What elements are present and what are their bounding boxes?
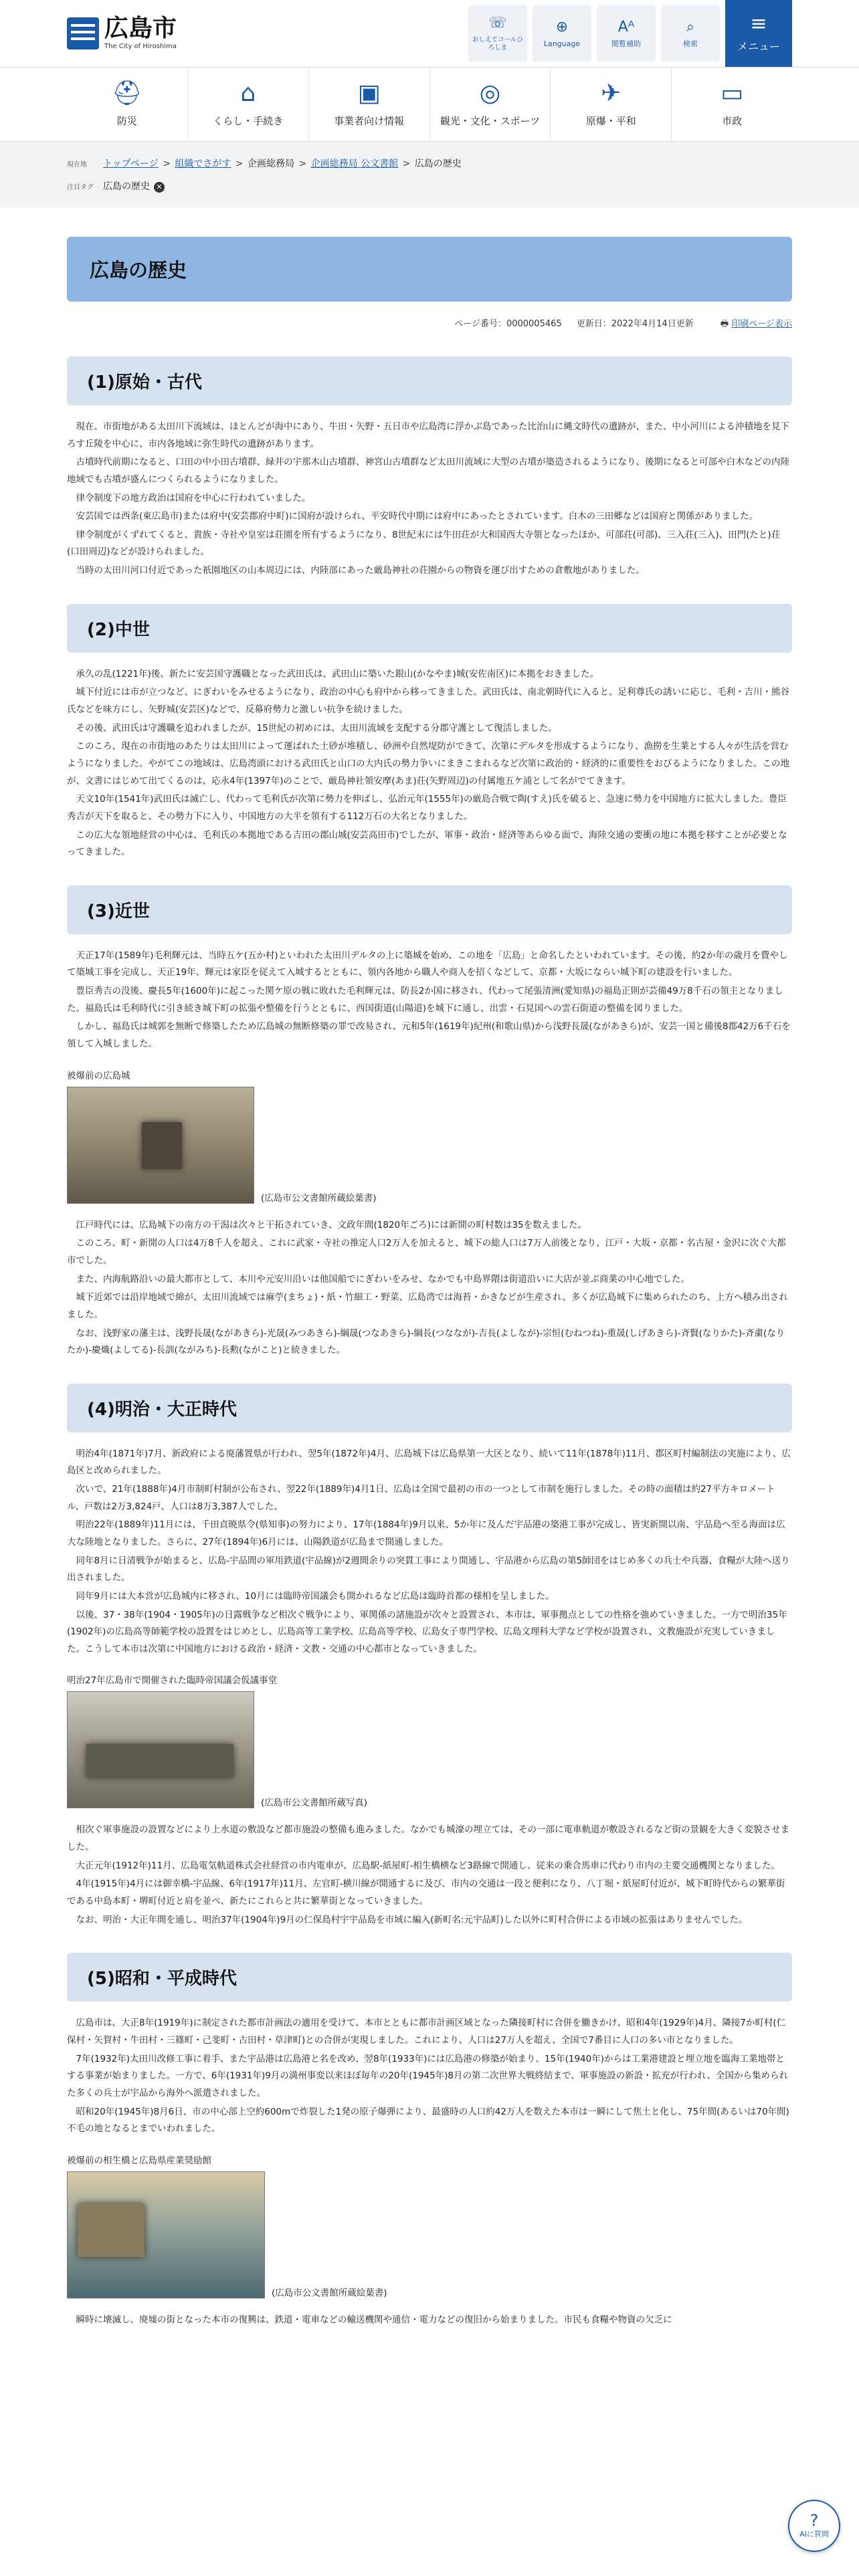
paragraph: 瞬時に壊滅し、廃墟の街となった本市の復興は、鉄道・電車などの輸送機関や通信・電力などの復旧から始まりました。市民も食糧や物資の欠乏に bbox=[76, 2314, 672, 2325]
search-label: 検索 bbox=[683, 39, 698, 49]
disaster-prevention-icon: ⛑ bbox=[112, 79, 142, 107]
ai-question-button[interactable] bbox=[788, 2500, 840, 2552]
paragraph: なお、明治・大正年間を通し、明治37年(1904年)9月の仁保島村宇宇品島を市域に編入(新町名:元宇品町)した以外に町村合併による市域の拡張はありませんでした。 bbox=[76, 1914, 748, 1925]
section-heading: (1)原始・古代 bbox=[67, 356, 792, 405]
main-content bbox=[0, 237, 859, 2329]
paragraph: 大正元年(1912年)11月、広島電気軌道株式会社経営の市内電車が、広島駅-紙屋町-相生橋横など3路線で開通し、従来の乗合馬車に代わり市内の主要交通機関となりました。 bbox=[76, 1860, 780, 1871]
nav-item-bousai[interactable] bbox=[67, 68, 188, 141]
nav-item-shisei[interactable] bbox=[672, 68, 792, 141]
paragraph: 明治22年(1889年)11月には、千田貞暁県令(県知事)の努力により、17年(1884年)9月以来、5か年に及んだ宇品港の築港工事が完成し、皆実新開以南、宇品島へ至る海面は広大な陸地となりました。さらに、27年(1894年)6月には、山陽鉄道が広島まで開通しました。 bbox=[67, 1519, 785, 1547]
paragraph: 現在、市街地がある太田川下流域は、ほとんどが海中にあり、牛田・矢野・五日市や広島湾に浮かぶ島であった比治山に縄文時代の遺跡が、また、中小河川による沖積地を見下ろす丘陵を中心に、市内各地域に弥生時代の遺跡があります。 bbox=[67, 421, 789, 449]
site-logo[interactable] bbox=[67, 17, 177, 50]
paragraph: この広大な領地経営の中心は、毛利氏の本拠地である吉田の郡山城(安芸高田市)でしたが、軍事・政治・経済等あらゆる面で、海陸交通の要衝の地に本拠を移すことが必要となってきました。 bbox=[67, 829, 787, 858]
paragraph: このころ、町・新開の人口は4万8千人を超え、これに武家・寺社の推定人口2万人を加えると、城下の総人口は7万人前後となり、江戸・大坂・京都・名古屋・金沢に次ぐ大都市でした。 bbox=[67, 1238, 786, 1266]
paragraph: 江戸時代には、広島城下の南方の干潟は次々と干拓されていき、文政年間(1820年ごろ)には新開の町村数は35を数えました。 bbox=[76, 1219, 587, 1230]
tag-text: 広島の歴史 bbox=[103, 181, 150, 192]
logo-mark-icon bbox=[67, 17, 99, 49]
phone-icon: ☏ bbox=[488, 15, 507, 32]
updated-date: 更新日：2022年4月14日更新 bbox=[576, 319, 694, 329]
page-meta bbox=[67, 316, 792, 332]
breadcrumb-link-archives[interactable]: 企画総務局 公文書館 bbox=[310, 158, 399, 169]
global-nav bbox=[0, 67, 859, 142]
search-button[interactable] bbox=[661, 5, 720, 62]
nav-item-kurashi[interactable] bbox=[188, 68, 309, 141]
paragraph: 城下付近には市が立つなど、にぎわいをみせるようになり、政治の中心も府中から移ってきました。武田氏は、南北朝時代に入ると、足利尊氏の誘いに応じ、毛利・吉川・熊谷氏などを味方にし、矢野城(安芸区)などで、反幕府勢力と激しい抗争を続けました。 bbox=[67, 687, 789, 716]
aioi-bridge-photo bbox=[67, 2171, 265, 2298]
paragraph: 4年(1915年)4月には御幸橋-宇品線、6年(1917年)11月、左官町-横川線が開通するに及び、市内の交通は一段と便利になり、八丁堀・紙屋町付近が、城下町時代からの繁華街である中島本町・堺町付近と肩を並べ、新たにこれらと共に繁華街となっていきました。 bbox=[67, 1879, 785, 1907]
menu-button[interactable] bbox=[725, 0, 792, 67]
diet-building-photo bbox=[67, 1691, 254, 1808]
tag-chip[interactable] bbox=[103, 179, 165, 193]
logo-title: 広島市 bbox=[104, 15, 177, 42]
print-link[interactable]: 印刷ページ表示 bbox=[731, 319, 792, 329]
photo-caption: 明治27年広島市で開催された臨時帝国議会仮議事堂 bbox=[67, 1675, 278, 1687]
reading-assist-button[interactable] bbox=[597, 5, 656, 62]
paragraph: 昭和20年(1945年)8月6日、市の中心部上空約600mで炸裂した1発の原子爆弾により、最盛時の人口約42万人を数えた本市は一瞬にして焦土と化し、75年間(あるいは70年間)不毛の地となるとまでいわれました。 bbox=[67, 2106, 789, 2135]
question-chat-icon: ? bbox=[809, 2511, 819, 2530]
nav-label: くらし・手続き bbox=[213, 114, 284, 127]
section-heading: (3)近世 bbox=[67, 885, 792, 934]
photo-credit: (広島市公文書館所蔵絵葉書) bbox=[261, 1192, 377, 1204]
oshiete-call-label: おしえてコールひろしま bbox=[472, 35, 523, 52]
paragraph: 次いで、21年(1888年)4月市制町村制が公布され、翌22年(1889年)4月1日、広島は全国で最初の市の一つとして市制を施行しました。その時の面積は約27平方キロメートル、戸数は2万3,824戸、人口は8万3,387人でした。 bbox=[67, 1484, 775, 1512]
nav-label: 観光・文化・スポーツ bbox=[440, 114, 541, 127]
paragraph: なお、浅野家の藩主は、浅野長晟(ながあきら)-光晟(みつあきら)-綱晟(つなあきら)-綱長(つななが)-吉長(よしなが)-宗恒(むねつね)-重晟(しげあきら)-斉賢(なりかた)-斉粛(なりたか)-慶熾(よしてる)-長訓(ながみち)-長勲(ながこと)と続きました。 bbox=[67, 1327, 785, 1356]
breadcrumb-label: 現在地 bbox=[67, 160, 87, 169]
ai-question-label: AIに質問 bbox=[799, 2530, 829, 2539]
globe-icon: ⊕ bbox=[555, 18, 569, 35]
photo-caption: 被爆前の相生橋と広島県産業奨励館 bbox=[67, 2155, 211, 2166]
breadcrumb-link-top[interactable]: トップページ bbox=[103, 158, 159, 169]
page-title: 広島の歴史 bbox=[67, 237, 792, 302]
paragraph: 律令制度下の地方政治は国府を中心に行われていました。 bbox=[76, 492, 311, 504]
paragraph: 以後、37・38年(1904・1905年)の日露戦争など相次ぐ戦争により、軍関係の諸施設が次々と設置され、本市は、軍事拠点としての性格を強めていきました。一方で明治35年(1902年)の広島高等師範学校の設置をはじめとし、広島高等工業学校、広島高等学校、広島女子専門学校、広島文理科大学など学校が設置され、文教施設が充実していきました。こうして本市は次第に中国地方における政治・経済・文教・交通の中心都市となっていきました。 bbox=[67, 1609, 787, 1654]
paragraph: 天正17年(1589年)毛利輝元は、当時五ケ(五か村)といわれた太田川デルタの上に築城を始め、この地を「広島」と命名したといわれています。その後、約2か年の歳月を費やして築城工事を完成し、天正19年、輝元は家臣を従えて入城するとともに、領内各地から職人や商人を招くなどして、京都・大坂にならい城下町の建設を行いました。 bbox=[67, 950, 788, 978]
search-icon: ⌕ bbox=[686, 18, 695, 35]
nav-item-peace[interactable] bbox=[551, 68, 672, 141]
photo-caption: 被爆前の広島城 bbox=[67, 1070, 130, 1081]
photo-credit: (広島市公文書館所蔵絵葉書) bbox=[272, 2287, 387, 2298]
paragraph: このころ、現在の市街地のあたりは太田川によって運ばれた土砂が堆積し、砂洲や自然堤防ができて、次第にデルタを形成するようになり、漁撈を生業とする人々が生活を営むようになりました。やがてこの地域は、広島湾頭における武田氏と山口の大内氏の勢力争いにまきこまれるなど次第に政治的・経済的に重要性をおびるようになりました。この地が、文書にはじめて出てくるのは、応永4年(1397年)のことで、厳島神社領安摩(あま)荘(矢野周辺)の付属地五ケ浦として名がでてきます。 bbox=[67, 741, 789, 786]
dove-icon: ✈ bbox=[601, 79, 622, 107]
photo-credit: (広島市公文書館所蔵写真) bbox=[261, 1798, 368, 1809]
nav-label: 事業者向け情報 bbox=[334, 114, 405, 127]
nav-label: 原爆・平和 bbox=[585, 114, 636, 127]
paragraph: 城下近郊では沿岸地域で綿が、太田川流域では麻苧(まちょ)・紙・竹細工・野菜、広島湾では海苔・かきなどが生産され、多くが広島城下に集められたのち、上方へ積み出されました。 bbox=[67, 1292, 788, 1320]
paragraph: しかし、福島氏は城郭を無断で修築したため広島城の無断修築の罪で改易され、元和5年(1619年)紀州(和歌山県)から浅野長晟(ながあきら)が、安芸一国と備後8郡42万6千石を領して入城しました。 bbox=[67, 1021, 791, 1050]
breadcrumb-link-soshiki[interactable]: 組織でさがす bbox=[175, 158, 231, 169]
paragraph: また、内海航路沿いの最大都市として、本川や元安川沿いは他国船でにぎわいをみせ、なかでも中島界隈は街道沿いに大店が並ぶ商業の中心地でした。 bbox=[76, 1273, 690, 1285]
paragraph: 天文10年(1541年)武田氏は滅亡し、代わって毛利氏が次第に勢力を伸ばし、弘治元年(1555年)の厳島合戦で陶(すえ)氏を破ると、急速に勢力を中国地方に拡大しました。豊臣秀吉が天下を取ると、その勢力下に入り、中国地方の大半を領有する112万石の大名となりました。 bbox=[67, 794, 787, 822]
paragraph: 明治4年(1871年)7月、新政府による廃藩置県が行われ、翌5年(1872年)4月、広島城下は広島県第一大区となり、続いて11年(1878年)11月、郡区町村編制法の実施により、広島区と改められました。 bbox=[67, 1448, 791, 1477]
paragraph: 同年8月に日清戦争が始まると、広島-宇品間の軍用鉄道(宇品線)が2週間余りの突貫工事により開通し、宇品港から広島の第5師団をはじめ多くの兵士や兵器、食糧が大陸へ送り出されました。 bbox=[67, 1555, 790, 1584]
language-button[interactable] bbox=[533, 5, 591, 62]
section-heading: (4)明治・大正時代 bbox=[67, 1384, 792, 1432]
nav-label: 防災 bbox=[116, 114, 137, 127]
breadcrumb-text-kikaku: 企画総務局 bbox=[248, 158, 295, 169]
paragraph: 7年(1932年)太田川改修工事に着手、また宇品港は広島港と名を改め、翌8年(1933年)には広島港の修築が始まり、15年(1940年)からは工業港建設と埋立地を臨海工業地帯とする事業が始まりました。一方で、6年(1931年)9月の満州事変以来ほぼ毎年の20年(1945年)8月の第二次世界大戦終結まで、軍事施設の新設・拡充が行われ、全国から集められた多くの兵士が宇品から海外へ派遣されました。 bbox=[67, 2053, 788, 2099]
hamburger-icon: ≡ bbox=[750, 11, 767, 35]
briefcase-icon: ▣ bbox=[357, 79, 381, 107]
site-header bbox=[0, 0, 859, 67]
paragraph: 古墳時代前期になると、口田の中小田古墳群、緑井の宇那木山古墳群、神宮山古墳群など太田川流域に大型の古墳が築造されるようになり、後期になると可部や白木などの内陸地域でも古墳が盛んにつくられるようになりました。 bbox=[67, 457, 789, 485]
section-heading: (2)中世 bbox=[67, 604, 792, 653]
folder-icon: ▭ bbox=[721, 79, 744, 107]
breadcrumb-current: 広島の歴史 bbox=[414, 158, 462, 169]
paragraph: 当時の太田川河口付近であった祇園地区の山本周辺には、内陸部にあった厳島神社の荘園からの物資を運び出すための倉敷地がありました。 bbox=[76, 565, 645, 576]
hiroshima-castle-photo bbox=[67, 1087, 254, 1204]
page-number: ページ番号：0000005465 bbox=[454, 319, 562, 329]
nav-item-business[interactable] bbox=[309, 68, 430, 141]
paragraph: 相次ぐ軍事施設の設置などにより上水道の敷設など都市施設の整備も進みました。なかでも城濠の埋立ては、その一部に電車軌道が敷設されるなど街の景観を大きく変貌させました。 bbox=[67, 1824, 789, 1853]
tourism-icon: ◎ bbox=[479, 79, 501, 107]
oshiete-call-button[interactable] bbox=[468, 5, 527, 62]
font-size-icon: Aᴬ bbox=[617, 18, 635, 35]
reading-assist-label: 閲覧補助 bbox=[611, 39, 641, 49]
nav-label: 市政 bbox=[722, 114, 743, 127]
paragraph: 広島市は、大正8年(1919年)に制定された都市計画法の適用を受けて、本市とともに都市計画区域となった隣接町村に合併を働きかけ、昭和4年(1929年)4月、隣接7か町村(仁保村・矢賀村・牛田村・三篠町・己斐町・古田村・草津町)との合併が実現しました。これにより、人口は27万人を超え、全国で7番目に人口の多い市となりました。 bbox=[67, 2018, 786, 2046]
section-heading: (5)昭和・平成時代 bbox=[67, 1953, 792, 2002]
print-icon: 🖶 bbox=[720, 319, 732, 329]
paragraph: 承久の乱(1221年)後、新たに安芸国守護職となった武田氏は、武田山に築いた銀山(かなやま)城(安佐南区)に本拠をおきました。 bbox=[76, 668, 599, 679]
logo-subtitle: The City of Hiroshima bbox=[104, 43, 177, 50]
tag-label: 注目タグ bbox=[67, 183, 94, 191]
house-icon: ⌂ bbox=[240, 79, 256, 107]
menu-label: メニュー bbox=[737, 39, 780, 53]
close-icon[interactable]: ✕ bbox=[154, 182, 165, 193]
breadcrumb: 現在地 トップページ > 組織でさがす > 企画総務局 > 企画総務局 公文書館 > 広島の歴史 注目タグ 広島の歴史 ✕ bbox=[0, 142, 859, 207]
nav-item-tourism[interactable] bbox=[430, 68, 551, 141]
paragraph: 安芸国では西条(東広島市)または府中(安芸郡府中町)に国府が設けられ、平安時代中期には府中にあったとされています。白木の三田郷などは国府と関係がありました。 bbox=[76, 511, 759, 522]
paragraph: 律令制度がくずれてくると、貴族・寺社や皇室は荘園を所有するようになり、8世紀末には牛田荘が大和国西大寺領となったほか、可部荘(可部)、三入荘(三入)、田門(たと)荘(口田周辺)などが設けられました。 bbox=[67, 529, 781, 558]
paragraph: その後、武田氏は守護職を追われましたが、15世紀の初めには、太田川流域を支配する分郡守護として復活しました。 bbox=[76, 722, 557, 734]
paragraph: 同年9月には大本営が広島城内に移され、10月には臨時帝国議会も開かれるなど広島は臨時首都の様相を呈しました。 bbox=[76, 1590, 555, 1602]
paragraph: 豊臣秀吉の没後、慶長5年(1600年)に起こった関ケ原の戦に敗れた毛利輝元は、防長2か国に移され、代わって尾張清洲(愛知県)の福島正則が芸備49万8千石の領主となりました。福島氏は毛利時代に引き続き城下町の拡張や整備を行うとともに、西国街道(山陽道)を城下に通し、出雲・石見国への雲石街道の整備を図りました。 bbox=[67, 986, 783, 1014]
language-label: Language bbox=[543, 39, 581, 49]
